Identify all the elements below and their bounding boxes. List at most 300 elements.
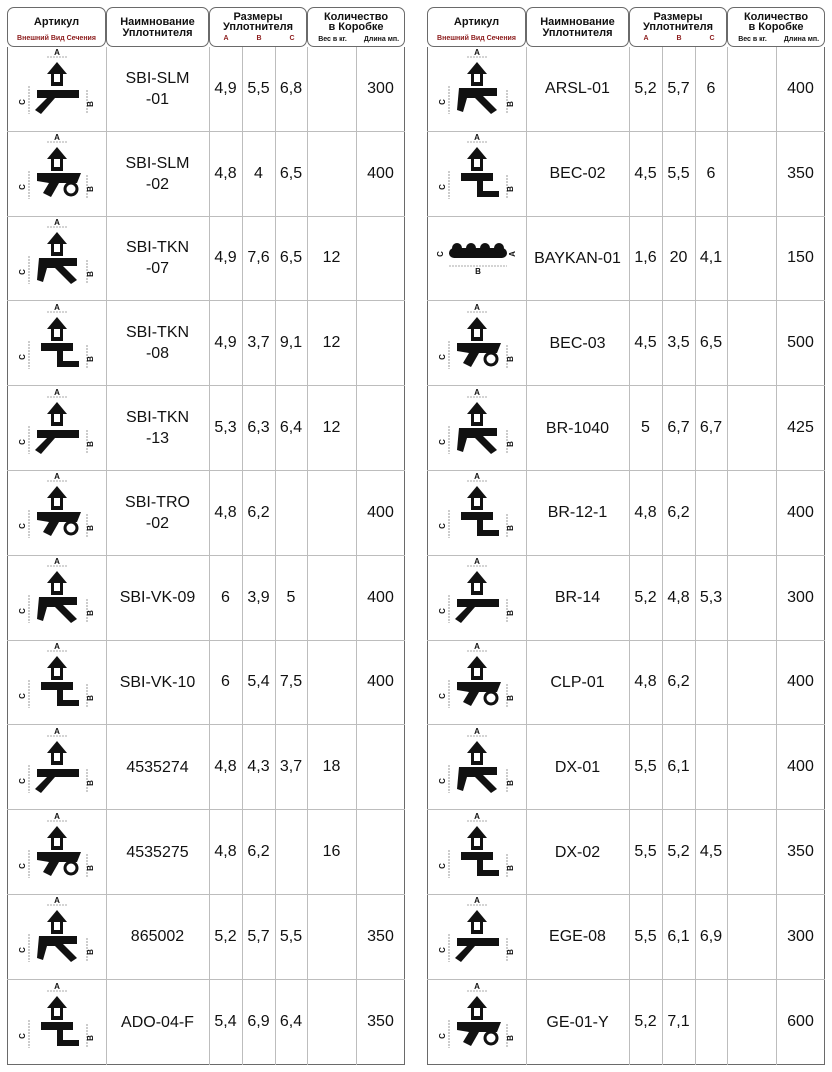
- table-row: [7, 47, 405, 132]
- table-row: [7, 980, 405, 1065]
- header-article-title: Артикул: [33, 16, 80, 28]
- svg-text:C: C: [17, 1032, 27, 1039]
- cell-a: 5,4: [214, 1013, 237, 1031]
- table-row: [7, 725, 405, 810]
- header-sizes: [209, 7, 307, 47]
- cell-c: 7,5: [279, 673, 303, 691]
- cell-b: 5,7: [667, 79, 690, 97]
- cell-weight: 12: [322, 419, 341, 437]
- cell-weight: [727, 132, 776, 216]
- cell-c: 6,4: [279, 1013, 303, 1031]
- table-row: [427, 556, 825, 641]
- cell-weight: [307, 471, 356, 555]
- cell-name: BR-12-1: [547, 504, 608, 522]
- cell-weight: [727, 641, 776, 725]
- svg-text:A: A: [473, 811, 480, 821]
- cell-b: 6,9: [247, 1013, 270, 1031]
- table-row: [7, 217, 405, 302]
- table-row: [7, 471, 405, 556]
- profile-cell: [7, 895, 106, 979]
- svg-text:C: C: [437, 608, 447, 615]
- cell-b: 4: [254, 164, 263, 182]
- cell-weight: [727, 301, 776, 385]
- cell-c: 6,5: [279, 164, 303, 182]
- cell-c: 6: [706, 79, 716, 97]
- header-name: [526, 7, 629, 47]
- svg-text:A: A: [53, 48, 60, 58]
- cell-weight: [307, 980, 356, 1065]
- cell-length: [356, 217, 405, 301]
- svg-text:C: C: [437, 184, 447, 191]
- header-sizes-line2: Уплотнителя: [222, 21, 294, 33]
- cell-length: 300: [787, 588, 814, 606]
- header-quantity: [727, 7, 825, 47]
- cell-b: 6,1: [667, 758, 690, 776]
- header-weight: Вес в кг.: [318, 36, 347, 43]
- svg-text:B: B: [85, 101, 95, 108]
- cell-a: 4,8: [634, 503, 657, 521]
- seal-profile-icon: [7, 472, 107, 553]
- cell-b: 5,5: [247, 79, 270, 97]
- cell-weight: [307, 556, 356, 640]
- svg-text:A: A: [53, 133, 60, 143]
- svg-text:A: A: [53, 387, 60, 397]
- svg-text:A: A: [473, 981, 480, 991]
- right-seal-table: [427, 7, 825, 1065]
- table-row: [427, 980, 825, 1065]
- cell-weight: [727, 386, 776, 470]
- cell-a: 4,8: [214, 164, 237, 182]
- header-article: [427, 7, 526, 47]
- cell-length: [356, 810, 405, 894]
- cell-b: 3,5: [667, 334, 690, 352]
- svg-text:C: C: [437, 438, 447, 445]
- cell-name: 865002: [130, 928, 185, 946]
- cell-weight: [727, 47, 776, 131]
- svg-text:C: C: [17, 523, 27, 530]
- cell-b: 5,2: [667, 843, 690, 861]
- svg-text:A: A: [53, 641, 60, 651]
- profile-cell: [427, 810, 526, 894]
- svg-text:A: A: [53, 811, 60, 821]
- cell-weight: 12: [322, 334, 341, 352]
- header-quantity-line2: в Коробке: [748, 21, 804, 33]
- cell-b: 6,7: [667, 419, 690, 437]
- svg-text:B: B: [505, 101, 515, 108]
- header-article: [7, 7, 106, 47]
- seal-profile-icon: [427, 303, 527, 384]
- cell-c: 4,1: [699, 249, 723, 267]
- cell-name: CLP-01: [550, 673, 605, 691]
- cell-length: 400: [367, 164, 394, 182]
- cell-a: 4,8: [214, 843, 237, 861]
- seal-profile-icon: [427, 133, 527, 214]
- profile-cell: [427, 132, 526, 216]
- cell-length: 150: [787, 249, 814, 267]
- table-row: [7, 556, 405, 641]
- cell-name: BEC-02: [549, 165, 606, 183]
- svg-text:B: B: [505, 610, 515, 617]
- header-length: Длина мп.: [783, 36, 820, 43]
- cell-c: 4,5: [699, 843, 723, 861]
- table-header: [427, 7, 825, 47]
- seal-profile-icon: [427, 642, 527, 723]
- cell-a: 5,3: [214, 419, 237, 437]
- profile-cell: [427, 556, 526, 640]
- svg-text:B: B: [85, 186, 95, 193]
- cell-name: SBI-TKN -07: [125, 239, 190, 278]
- cell-b: 5,7: [247, 927, 270, 945]
- cell-b: 7,1: [667, 1013, 690, 1031]
- svg-text:A: A: [473, 726, 480, 736]
- cell-c: 6,5: [279, 249, 303, 267]
- cell-weight: 18: [322, 758, 341, 776]
- header-dim-c: C: [289, 35, 295, 42]
- header-dim-b: B: [256, 35, 262, 42]
- seal-profile-icon: [427, 982, 527, 1063]
- cell-name: GE-01-Y: [546, 1013, 609, 1031]
- cell-name: DX-01: [554, 758, 601, 776]
- svg-text:B: B: [85, 525, 95, 532]
- table-header: [7, 7, 405, 47]
- cell-name: EGE-08: [549, 928, 606, 946]
- profile-cell: [427, 217, 526, 301]
- cell-c: 5: [286, 588, 296, 606]
- svg-text:B: B: [505, 779, 515, 786]
- svg-text:B: B: [505, 525, 515, 532]
- cell-length: [356, 725, 405, 809]
- cell-name: ADO-04-F: [121, 1013, 194, 1031]
- svg-text:A: A: [473, 302, 480, 312]
- table-row: [427, 810, 825, 895]
- svg-text:B: B: [85, 610, 95, 617]
- svg-text:C: C: [437, 99, 447, 106]
- profile-cell: [7, 725, 106, 809]
- cell-a: 1,6: [634, 249, 657, 267]
- cell-name: SBI-TKN -13: [125, 409, 190, 448]
- cell-a: 5,2: [634, 588, 657, 606]
- cell-a: 5,2: [634, 1013, 657, 1031]
- cell-weight: [307, 895, 356, 979]
- cell-a: 5,2: [634, 79, 657, 97]
- svg-text:A: A: [53, 472, 60, 482]
- cell-name: BR-1040: [545, 419, 610, 437]
- header-article-subtitle: Внешний Вид Сечения: [17, 35, 96, 42]
- profile-cell: [7, 556, 106, 640]
- svg-text:A: A: [473, 387, 480, 397]
- profile-cell: [7, 471, 106, 555]
- cell-b: 6,2: [247, 503, 270, 521]
- svg-text:C: C: [17, 438, 27, 445]
- table-row: [427, 471, 825, 556]
- svg-text:C: C: [437, 777, 447, 784]
- flat-seal-profile-icon: [427, 218, 527, 299]
- cell-c: 6: [706, 164, 716, 182]
- cell-weight: [727, 217, 776, 301]
- cell-length: 400: [367, 588, 394, 606]
- cell-a: 6: [221, 673, 230, 691]
- svg-text:C: C: [17, 184, 27, 191]
- svg-text:B: B: [85, 440, 95, 447]
- cell-c: 3,7: [279, 758, 303, 776]
- cell-c: [275, 810, 307, 894]
- cell-weight: [307, 47, 356, 131]
- svg-text:C: C: [17, 608, 27, 615]
- profile-cell: [427, 895, 526, 979]
- header-name-line2: Уплотнителя: [542, 27, 613, 39]
- svg-text:C: C: [437, 693, 447, 699]
- cell-b: 7,6: [247, 249, 270, 267]
- svg-text:A: A: [53, 557, 60, 567]
- profile-cell: [427, 980, 526, 1065]
- profile-cell: [7, 641, 106, 725]
- svg-text:B: B: [85, 355, 95, 362]
- profile-cell: [7, 386, 106, 470]
- cell-weight: [307, 132, 356, 216]
- cell-name: BAYKAN-01: [534, 249, 621, 267]
- cell-length: 300: [787, 927, 814, 945]
- svg-text:A: A: [53, 896, 60, 906]
- cell-a: 4,5: [634, 164, 657, 182]
- cell-b: 6,3: [247, 419, 270, 437]
- cell-weight: [727, 980, 776, 1065]
- svg-text:B: B: [85, 271, 95, 277]
- table-row: [427, 132, 825, 217]
- cell-a: 5,5: [634, 927, 657, 945]
- svg-text:B: B: [505, 355, 515, 362]
- cell-weight: [727, 471, 776, 555]
- seal-profile-icon: [7, 133, 107, 214]
- cell-b: 6,2: [247, 843, 270, 861]
- cell-name: SBI-TKN -08: [125, 324, 190, 363]
- cell-weight: [727, 556, 776, 640]
- header-name: [106, 7, 209, 47]
- svg-text:A: A: [473, 48, 480, 58]
- profile-cell: [7, 810, 106, 894]
- seal-profile-icon: [7, 303, 107, 384]
- cell-length: 600: [787, 1013, 814, 1031]
- header-quantity-line1: Количество: [743, 11, 809, 23]
- seal-profile-icon: [427, 727, 527, 808]
- cell-a: 4,9: [214, 249, 237, 267]
- cell-c: 5,3: [699, 588, 723, 606]
- svg-text:C: C: [17, 947, 27, 954]
- table-body: [7, 47, 405, 1065]
- cell-length: 500: [787, 334, 814, 352]
- table-body: [427, 47, 825, 1065]
- cell-c: 6,5: [699, 334, 723, 352]
- header-name-line2: Уплотнителя: [122, 27, 193, 39]
- header-dim-c: C: [709, 35, 715, 42]
- svg-text:B: B: [474, 266, 481, 276]
- seal-profile-icon: [427, 896, 527, 977]
- svg-text:B: B: [505, 440, 515, 447]
- seal-profile-icon: [7, 812, 107, 893]
- cell-b: 3,7: [247, 334, 270, 352]
- svg-text:A: A: [53, 302, 60, 312]
- table-row: [7, 132, 405, 217]
- header-article-title: Артикул: [453, 16, 500, 28]
- table-row: [427, 386, 825, 471]
- seal-profile-icon: [7, 388, 107, 469]
- cell-a: 4,8: [214, 503, 237, 521]
- cell-a: 4,9: [214, 334, 237, 352]
- svg-text:B: B: [505, 695, 515, 701]
- cell-c: 9,1: [279, 334, 303, 352]
- profile-cell: [427, 386, 526, 470]
- profile-cell: [427, 471, 526, 555]
- seal-profile-icon: [7, 218, 107, 299]
- cell-b: 6,2: [667, 673, 690, 691]
- header-article-subtitle: Внешний Вид Сечения: [437, 35, 516, 42]
- cell-length: 350: [367, 927, 394, 945]
- svg-text:C: C: [437, 353, 447, 360]
- cell-length: 350: [367, 1013, 394, 1031]
- svg-text:A: A: [507, 251, 517, 257]
- header-sizes-line1: Размеры: [233, 11, 283, 23]
- header-dim-b: B: [676, 35, 682, 42]
- cell-length: 350: [787, 164, 814, 182]
- header-quantity-line1: Количество: [323, 11, 389, 23]
- header-name-line1: Наимнование: [120, 16, 195, 28]
- svg-text:B: B: [505, 186, 515, 193]
- svg-text:B: B: [85, 864, 95, 871]
- svg-text:C: C: [17, 862, 27, 869]
- table-row: [7, 895, 405, 980]
- svg-text:C: C: [17, 99, 27, 106]
- cell-b: 4,8: [667, 588, 690, 606]
- svg-text:C: C: [437, 1032, 447, 1039]
- cell-a: 5,2: [214, 927, 237, 945]
- svg-text:B: B: [85, 949, 95, 956]
- cell-a: 5: [641, 419, 650, 437]
- svg-text:C: C: [435, 251, 445, 257]
- table-row: [427, 47, 825, 132]
- cell-c: 6,9: [699, 927, 723, 945]
- cell-c: [695, 725, 727, 809]
- svg-text:C: C: [437, 523, 447, 530]
- cell-length: 400: [787, 673, 814, 691]
- cell-name: 4535274: [126, 758, 189, 776]
- header-sizes-line2: Уплотнителя: [642, 21, 714, 33]
- cell-b: 3,9: [247, 588, 270, 606]
- cell-name: SBI-SLM -01: [125, 69, 190, 108]
- cell-length: 425: [787, 419, 814, 437]
- seal-profile-icon: [427, 557, 527, 638]
- table-row: [7, 301, 405, 386]
- cell-name: SBI-SLM -02: [125, 154, 190, 193]
- cell-b: 20: [669, 249, 688, 267]
- cell-name: BEC-03: [549, 334, 606, 352]
- cell-weight: [727, 725, 776, 809]
- cell-name: BR-14: [554, 589, 601, 607]
- header-weight: Вес в кг.: [738, 36, 767, 43]
- svg-text:B: B: [505, 949, 515, 956]
- profile-cell: [7, 47, 106, 131]
- profile-cell: [7, 980, 106, 1065]
- cell-c: [695, 980, 727, 1065]
- svg-text:C: C: [437, 862, 447, 869]
- svg-text:A: A: [473, 472, 480, 482]
- header-quantity: [307, 7, 405, 47]
- cell-weight: [307, 641, 356, 725]
- cell-c: [695, 641, 727, 725]
- cell-name: SBI-TRO -02: [125, 493, 190, 532]
- cell-c: [695, 471, 727, 555]
- cell-weight: [727, 810, 776, 894]
- table-row: [427, 725, 825, 810]
- seal-profile-icon: [7, 896, 107, 977]
- table-row: [427, 301, 825, 386]
- cell-name: SBI-VK-10: [119, 673, 196, 691]
- cell-b: 4,3: [247, 758, 270, 776]
- cell-b: 6,1: [667, 927, 690, 945]
- seal-profile-icon: [7, 727, 107, 808]
- header-quantity-line2: в Коробке: [328, 21, 384, 33]
- cell-a: 5,5: [634, 843, 657, 861]
- header-dim-a: A: [643, 35, 649, 42]
- cell-c: [275, 471, 307, 555]
- cell-weight: 16: [322, 843, 341, 861]
- table-row: [7, 810, 405, 895]
- svg-text:B: B: [505, 1034, 515, 1041]
- cell-length: 400: [787, 503, 814, 521]
- cell-c: 5,5: [279, 927, 303, 945]
- header-sizes: [629, 7, 727, 47]
- table-row: [427, 895, 825, 980]
- cell-name: DX-02: [554, 843, 601, 861]
- seal-profile-icon: [427, 48, 527, 129]
- cell-length: 400: [367, 673, 394, 691]
- cell-b: 6,2: [667, 503, 690, 521]
- header-dim-a: A: [223, 35, 229, 42]
- cell-length: [356, 386, 405, 470]
- seal-profile-icon: [7, 642, 107, 723]
- cell-length: 400: [367, 503, 394, 521]
- svg-text:C: C: [17, 353, 27, 360]
- seal-profile-icon: [427, 388, 527, 469]
- svg-text:B: B: [85, 779, 95, 786]
- cell-a: 6: [221, 588, 230, 606]
- seal-profile-icon: [7, 48, 107, 129]
- cell-c: 6,4: [279, 419, 303, 437]
- cell-a: 4,9: [214, 79, 237, 97]
- cell-a: 5,5: [634, 758, 657, 776]
- cell-length: 400: [787, 758, 814, 776]
- svg-text:A: A: [473, 133, 480, 143]
- cell-name: SBI-VK-09: [119, 589, 196, 607]
- svg-text:A: A: [473, 896, 480, 906]
- cell-length: [356, 301, 405, 385]
- svg-text:A: A: [53, 726, 60, 736]
- table-row: [7, 641, 405, 726]
- cell-weight: [727, 895, 776, 979]
- svg-text:A: A: [53, 981, 60, 991]
- header-name-line1: Наимнование: [540, 16, 615, 28]
- cell-c: 6,7: [699, 419, 723, 437]
- cell-length: 300: [367, 79, 394, 97]
- profile-cell: [427, 47, 526, 131]
- cell-name: 4535275: [126, 843, 189, 861]
- svg-text:B: B: [85, 1034, 95, 1041]
- cell-c: 6,8: [279, 79, 303, 97]
- svg-text:A: A: [53, 217, 60, 227]
- svg-text:B: B: [85, 695, 95, 701]
- table-row: [427, 641, 825, 726]
- cell-weight: 12: [322, 249, 341, 267]
- cell-a: 4,5: [634, 334, 657, 352]
- cell-a: 4,8: [634, 673, 657, 691]
